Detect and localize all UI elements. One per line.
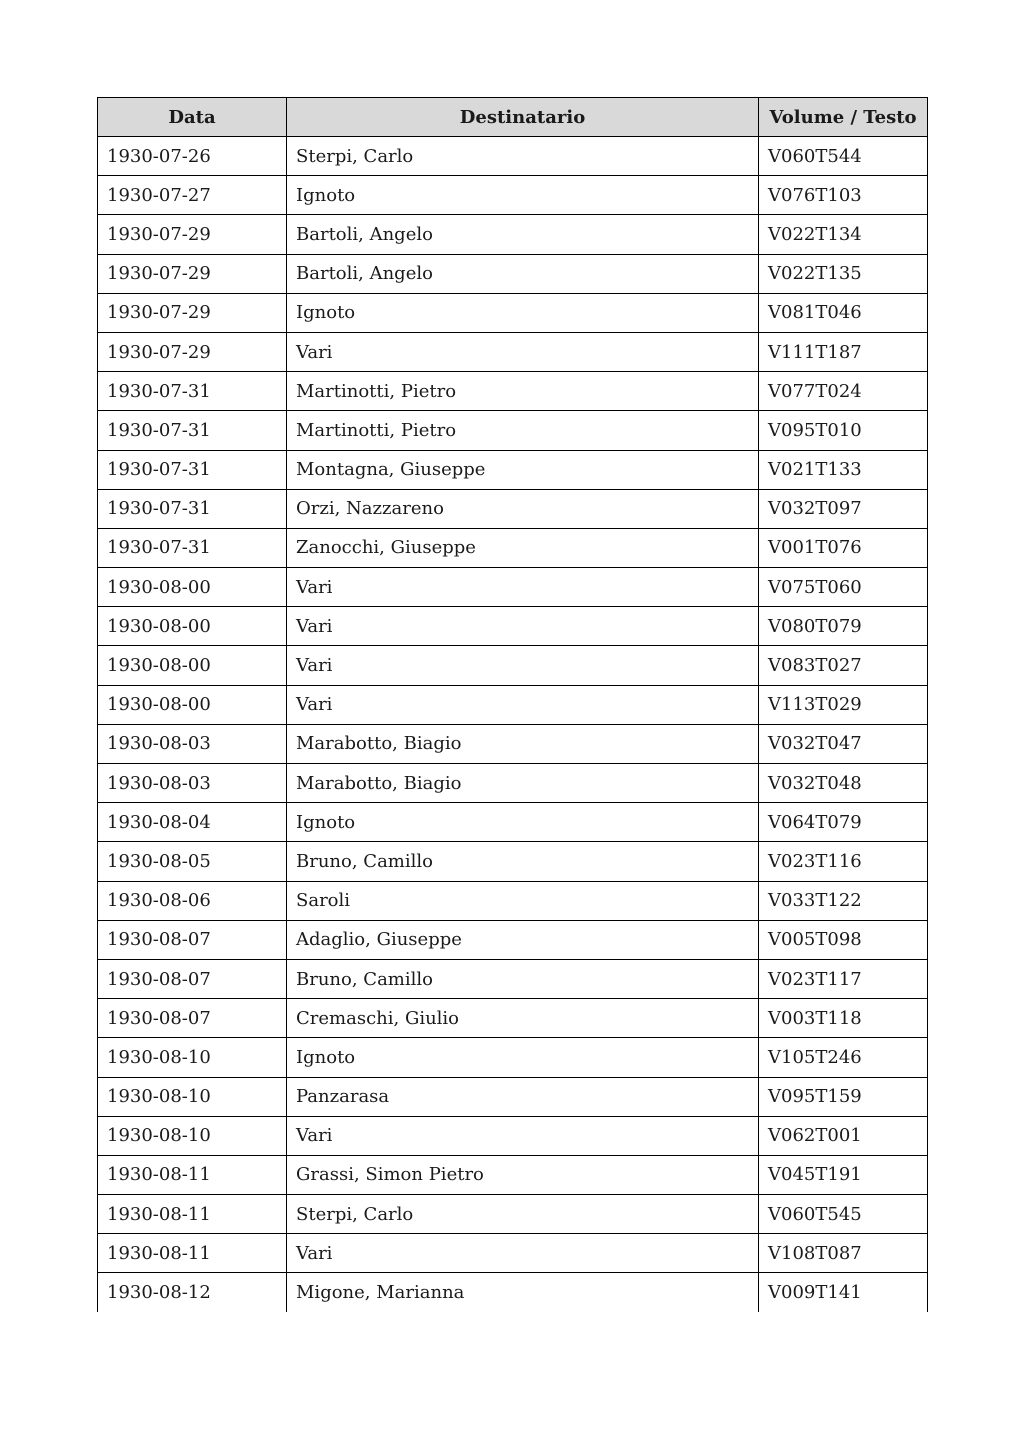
cell-volume: V108T087 bbox=[759, 1234, 928, 1273]
cell-date: 1930-07-26 bbox=[98, 137, 287, 176]
cell-volume: V023T116 bbox=[759, 842, 928, 881]
cell-date: 1930-08-00 bbox=[98, 646, 287, 685]
cell-date: 1930-07-31 bbox=[98, 528, 287, 567]
column-header-volume: Volume / Testo bbox=[759, 98, 928, 137]
cell-volume: V095T010 bbox=[759, 411, 928, 450]
cell-recipient: Adaglio, Giuseppe bbox=[287, 920, 759, 959]
cell-recipient: Zanocchi, Giuseppe bbox=[287, 528, 759, 567]
table-row bbox=[98, 293, 928, 332]
cell-date: 1930-07-31 bbox=[98, 411, 287, 450]
cell-volume: V077T024 bbox=[759, 372, 928, 411]
table-row bbox=[98, 489, 928, 528]
cell-recipient: Grassi, Simon Pietro bbox=[287, 1155, 759, 1194]
cell-date: 1930-07-31 bbox=[98, 372, 287, 411]
cell-recipient: Ignoto bbox=[287, 293, 759, 332]
cell-date: 1930-08-03 bbox=[98, 724, 287, 763]
cell-volume: V003T118 bbox=[759, 999, 928, 1038]
cell-volume: V009T141 bbox=[759, 1273, 928, 1312]
cell-date: 1930-08-11 bbox=[98, 1195, 287, 1234]
cell-volume: V060T544 bbox=[759, 137, 928, 176]
cell-recipient: Bruno, Camillo bbox=[287, 959, 759, 998]
table-row bbox=[98, 450, 928, 489]
table-row bbox=[98, 1273, 928, 1312]
cell-recipient: Bartoli, Angelo bbox=[287, 254, 759, 293]
cell-volume: V060T545 bbox=[759, 1195, 928, 1234]
table-row bbox=[98, 724, 928, 763]
table-row bbox=[98, 254, 928, 293]
table-header-row bbox=[98, 98, 928, 137]
table-row bbox=[98, 1155, 928, 1194]
table-row bbox=[98, 999, 928, 1038]
table-row bbox=[98, 1038, 928, 1077]
table-row bbox=[98, 332, 928, 371]
cell-date: 1930-08-00 bbox=[98, 685, 287, 724]
cell-volume: V080T079 bbox=[759, 607, 928, 646]
cell-volume: V032T047 bbox=[759, 724, 928, 763]
cell-recipient: Ignoto bbox=[287, 176, 759, 215]
table-row bbox=[98, 842, 928, 881]
table-row bbox=[98, 607, 928, 646]
cell-date: 1930-07-29 bbox=[98, 215, 287, 254]
table-row bbox=[98, 568, 928, 607]
cell-volume: V032T048 bbox=[759, 764, 928, 803]
cell-recipient: Montagna, Giuseppe bbox=[287, 450, 759, 489]
table-row bbox=[98, 1077, 928, 1116]
cell-recipient: Vari bbox=[287, 685, 759, 724]
cell-date: 1930-08-07 bbox=[98, 920, 287, 959]
cell-date: 1930-07-29 bbox=[98, 293, 287, 332]
cell-volume: V064T079 bbox=[759, 803, 928, 842]
cell-volume: V005T098 bbox=[759, 920, 928, 959]
cell-recipient: Sterpi, Carlo bbox=[287, 137, 759, 176]
cell-date: 1930-08-11 bbox=[98, 1234, 287, 1273]
cell-volume: V083T027 bbox=[759, 646, 928, 685]
cell-date: 1930-08-06 bbox=[98, 881, 287, 920]
cell-date: 1930-07-31 bbox=[98, 489, 287, 528]
cell-date: 1930-08-11 bbox=[98, 1155, 287, 1194]
table-row bbox=[98, 685, 928, 724]
cell-recipient: Vari bbox=[287, 646, 759, 685]
cell-recipient: Sterpi, Carlo bbox=[287, 1195, 759, 1234]
table-row bbox=[98, 1234, 928, 1273]
cell-recipient: Marabotto, Biagio bbox=[287, 764, 759, 803]
column-header-recipient: Destinatario bbox=[287, 98, 759, 137]
cell-volume: V113T029 bbox=[759, 685, 928, 724]
cell-date: 1930-08-00 bbox=[98, 568, 287, 607]
cell-volume: V076T103 bbox=[759, 176, 928, 215]
cell-recipient: Cremaschi, Giulio bbox=[287, 999, 759, 1038]
cell-recipient: Ignoto bbox=[287, 1038, 759, 1077]
cell-recipient: Bartoli, Angelo bbox=[287, 215, 759, 254]
cell-recipient: Orzi, Nazzareno bbox=[287, 489, 759, 528]
cell-date: 1930-08-05 bbox=[98, 842, 287, 881]
cell-recipient: Bruno, Camillo bbox=[287, 842, 759, 881]
cell-recipient: Vari bbox=[287, 568, 759, 607]
cell-date: 1930-08-03 bbox=[98, 764, 287, 803]
cell-date: 1930-08-04 bbox=[98, 803, 287, 842]
table-row bbox=[98, 215, 928, 254]
cell-date: 1930-08-07 bbox=[98, 999, 287, 1038]
table-row bbox=[98, 959, 928, 998]
cell-recipient: Vari bbox=[287, 332, 759, 371]
cell-recipient: Vari bbox=[287, 607, 759, 646]
cell-volume: V023T117 bbox=[759, 959, 928, 998]
cell-recipient: Saroli bbox=[287, 881, 759, 920]
cell-volume: V062T001 bbox=[759, 1116, 928, 1155]
table-row bbox=[98, 764, 928, 803]
cell-date: 1930-07-27 bbox=[98, 176, 287, 215]
column-header-date: Data bbox=[98, 98, 287, 137]
table-row bbox=[98, 646, 928, 685]
cell-date: 1930-08-10 bbox=[98, 1038, 287, 1077]
cell-date: 1930-07-29 bbox=[98, 332, 287, 371]
table-row bbox=[98, 1195, 928, 1234]
table-row bbox=[98, 372, 928, 411]
cell-date: 1930-07-31 bbox=[98, 450, 287, 489]
table-row bbox=[98, 411, 928, 450]
cell-recipient: Ignoto bbox=[287, 803, 759, 842]
table-row bbox=[98, 881, 928, 920]
cell-recipient: Panzarasa bbox=[287, 1077, 759, 1116]
cell-volume: V032T097 bbox=[759, 489, 928, 528]
table-row bbox=[98, 920, 928, 959]
table-row bbox=[98, 176, 928, 215]
table-row bbox=[98, 803, 928, 842]
cell-date: 1930-08-12 bbox=[98, 1273, 287, 1312]
cell-date: 1930-08-10 bbox=[98, 1116, 287, 1155]
cell-recipient: Migone, Marianna bbox=[287, 1273, 759, 1312]
table-row bbox=[98, 1116, 928, 1155]
cell-date: 1930-07-29 bbox=[98, 254, 287, 293]
table-row bbox=[98, 528, 928, 567]
cell-recipient: Marabotto, Biagio bbox=[287, 724, 759, 763]
cell-volume: V105T246 bbox=[759, 1038, 928, 1077]
table-row bbox=[98, 137, 928, 176]
cell-volume: V022T135 bbox=[759, 254, 928, 293]
document-page bbox=[97, 97, 927, 1312]
letters-table bbox=[97, 97, 928, 1312]
cell-volume: V081T046 bbox=[759, 293, 928, 332]
cell-volume: V001T076 bbox=[759, 528, 928, 567]
cell-volume: V095T159 bbox=[759, 1077, 928, 1116]
cell-recipient: Vari bbox=[287, 1234, 759, 1273]
cell-volume: V021T133 bbox=[759, 450, 928, 489]
cell-volume: V033T122 bbox=[759, 881, 928, 920]
cell-volume: V075T060 bbox=[759, 568, 928, 607]
cell-recipient: Vari bbox=[287, 1116, 759, 1155]
cell-recipient: Martinotti, Pietro bbox=[287, 372, 759, 411]
table-body bbox=[98, 137, 928, 1313]
cell-volume: V045T191 bbox=[759, 1155, 928, 1194]
cell-date: 1930-08-00 bbox=[98, 607, 287, 646]
cell-date: 1930-08-10 bbox=[98, 1077, 287, 1116]
cell-recipient: Martinotti, Pietro bbox=[287, 411, 759, 450]
cell-date: 1930-08-07 bbox=[98, 959, 287, 998]
cell-volume: V111T187 bbox=[759, 332, 928, 371]
cell-volume: V022T134 bbox=[759, 215, 928, 254]
